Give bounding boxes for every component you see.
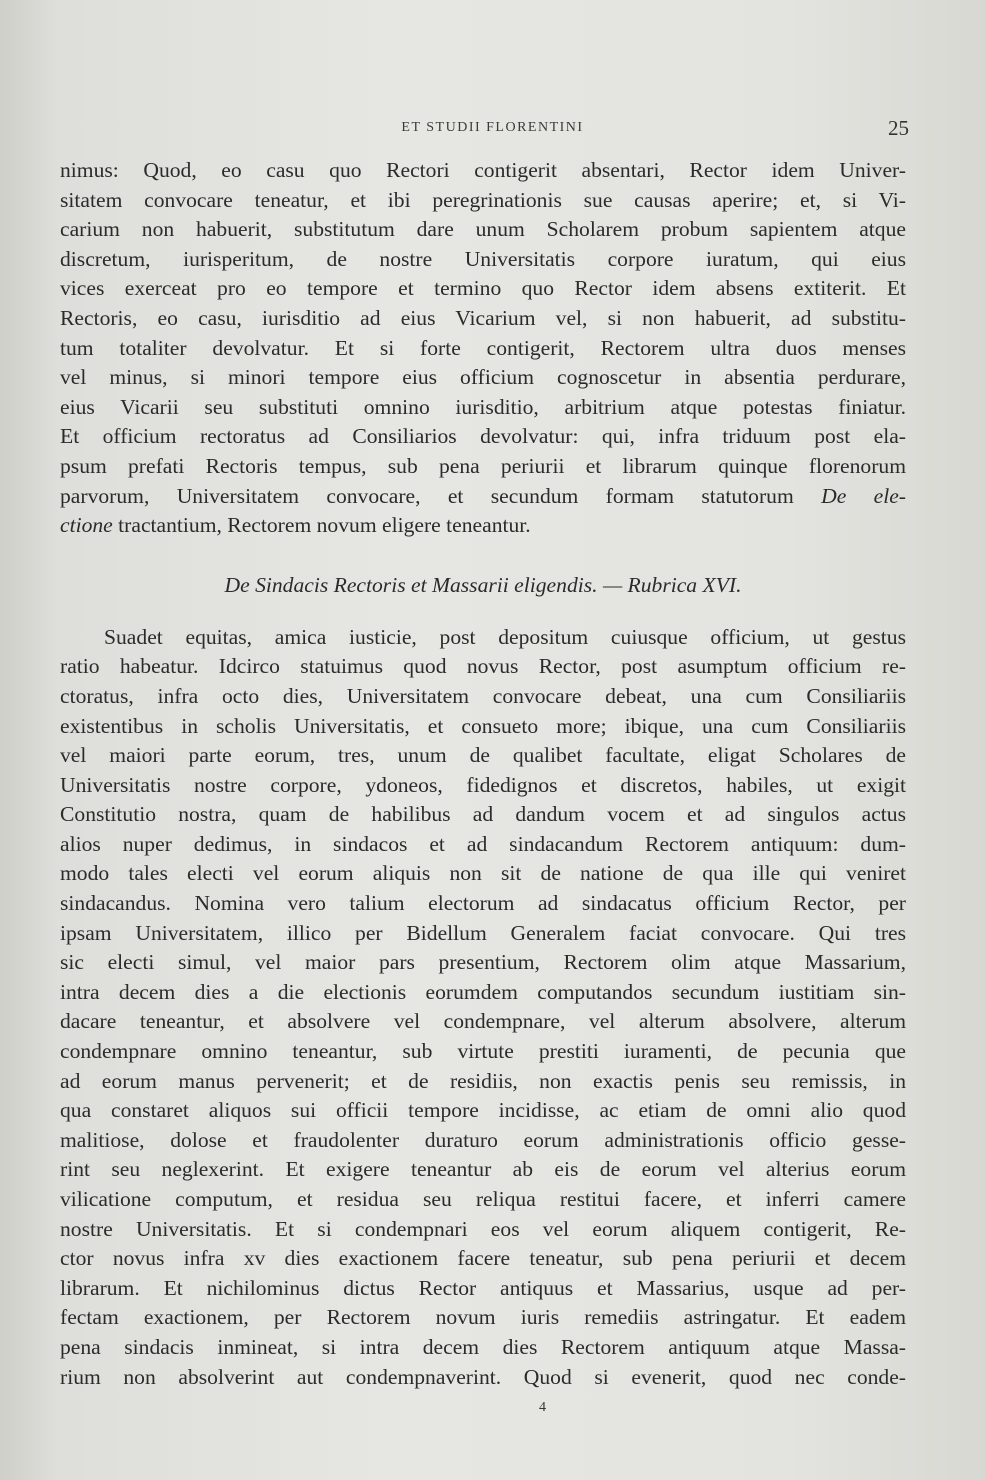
text-line: psum prefati Rectoris tempus, sub pena periurii et librarum quinque florenorum: [60, 453, 906, 478]
text-line-with-italic: [60, 482, 906, 512]
text-line: carium non habuerit, substitutum dare unum Scholarem probum sapientem atque: [60, 217, 906, 242]
text-line: vel minus, si minori tempore eius officium cognoscetur in absentia perdurare,: [60, 365, 906, 390]
text-line: vel maiori parte eorum, tres, unum de qualibet facultate, eligat Scholares de: [60, 743, 906, 768]
signature-mark: 4: [539, 1400, 546, 1415]
paragraph-2: [60, 623, 906, 1392]
text-line: alios nuper dedimus, in sindacos et ad sindacandum Rectorem antiquum: dum-: [60, 831, 906, 856]
text-line: qua constaret aliquos sui officii tempore incidisse, ac etiam de omni alio quod: [60, 1098, 906, 1123]
text-line: ctoratus, infra octo dies, Universitatem convocare debeat, una cum Consiliariis: [60, 683, 906, 708]
text-line: librarum. Et nichilominus dictus Rector antiquus et Massarius, usque ad per-: [60, 1275, 906, 1300]
text-line: nostre Universitatis. Et si condempnari eos vel eorum aliquem contigerit, Re-: [60, 1216, 906, 1241]
text-line: modo tales electi vel eorum aliquis non sit de natione de qua ille qui veniret: [60, 861, 906, 886]
text-line: Constitutio nostra, quam de habilibus ad dandum vocem et ad singulos actus: [60, 802, 906, 827]
text-line-part: parvorum, Universitatem convocare, et secundum formam statutorum: [60, 483, 794, 508]
text-line: rint seu neglexerint. Et exigere teneantur ab eis de eorum vel alterius eorum: [60, 1157, 906, 1182]
text-line: rium non absolverint aut condempnaverint. Quod si evenerit, quod nec conde-: [60, 1364, 906, 1389]
paragraph-1: [60, 156, 906, 541]
text-line: ipsam Universitatem, illico per Bidellum Generalem faciat convocare. Qui tres: [60, 920, 906, 945]
text-line: pena sindacis inmineat, si intra decem dies Rectorem antiquum atque Massa-: [60, 1334, 906, 1359]
text-line: condempnare omnino teneantur, sub virtute prestiti iuramenti, de pecunia que: [60, 1039, 906, 1064]
text-line: nimus: Quod, eo casu quo Rectori contigerit absentari, Rector idem Univer-: [60, 158, 906, 182]
text-line: ratio habeatur. Idcirco statuimus quod novus Rector, post asumptum officium re-: [60, 654, 906, 679]
text-line: existentibus in scholis Universitatis, et consueto more; ibique, una cum Consiliariis: [60, 713, 906, 738]
text-line: discretum, iurisperitum, de nostre Universitatis corpore iuratum, qui eius: [60, 246, 906, 271]
text-line: vilicatione computum, et residua seu reliqua restitui facere, et inferri camere: [60, 1187, 906, 1211]
text-line: ad eorum manus pervenerit; et de residiis, non exactis penis seu remissis, in: [60, 1068, 906, 1093]
main-text: [60, 156, 906, 1392]
text-line: ctor novus infra xv dies exactionem facere teneatur, sub pena periurii et decem: [60, 1246, 906, 1271]
text-line: Et officium rectoratus ad Consiliarios devolvatur: qui, infra triduum post ela-: [60, 424, 906, 449]
text-line: Suadet equitas, amica iusticie, post depositum cuiusque officium, ut gestus: [104, 624, 906, 649]
italic-title-part: ctione: [60, 513, 113, 538]
text-line: intra decem dies a die electionis eorumdem computandos secundum iustitiam sin-: [60, 979, 906, 1004]
running-head: [0, 116, 985, 144]
page-number: 25: [888, 116, 909, 140]
text-line-part: tractantium, Rectorem novum eligere teneantur.: [118, 513, 531, 538]
text-line: vices exerceat pro eo tempore et termino quo Rector idem absens extiterit. Et: [60, 276, 906, 301]
rubric-heading: De Sindacis Rectoris et Massarii eligendis. — Rubrica XVI.: [224, 572, 742, 597]
text-line: Universitatis nostre corpore, ydoneos, fidedignos et discretos, habiles, ut exigit: [60, 772, 906, 797]
text-line: malitiose, dolose et fraudolenter duraturo eorum administrationis officio gesse-: [60, 1127, 906, 1152]
text-line: tum totaliter devolvatur. Et si forte contigerit, Rectorem ultra duos menses: [60, 335, 906, 360]
text-line: sic electi simul, vel maior pars presentium, Rectorem olim atque Massarium,: [60, 950, 906, 975]
text-line: dacare teneantur, et absolvere vel condempnare, vel alterum absolvere, alterum: [60, 1009, 906, 1034]
text-line-last: [60, 511, 906, 541]
text-line: eius Vicarii seu substituti omnino iurisditio, arbitrium atque potestas finiatur.: [60, 394, 906, 419]
text-line: fectam exactionem, per Rectorem novum iuris remediis astringatur. Et eadem: [60, 1305, 906, 1330]
text-line: sitatem convocare teneatur, et ibi peregrinationis sue causas aperire; et, si Vi-: [60, 187, 906, 212]
text-line: sindacandus. Nomina vero talium electorum ad sindacatus officium Rector, per: [60, 891, 906, 916]
running-title: ET STUDII FLORENTINI: [401, 120, 584, 135]
text-line: Rectoris, eo casu, iurisditio ad eius Vicarium vel, si non habuerit, ad substitu-: [60, 305, 906, 330]
italic-title-part: De ele-: [821, 483, 906, 508]
